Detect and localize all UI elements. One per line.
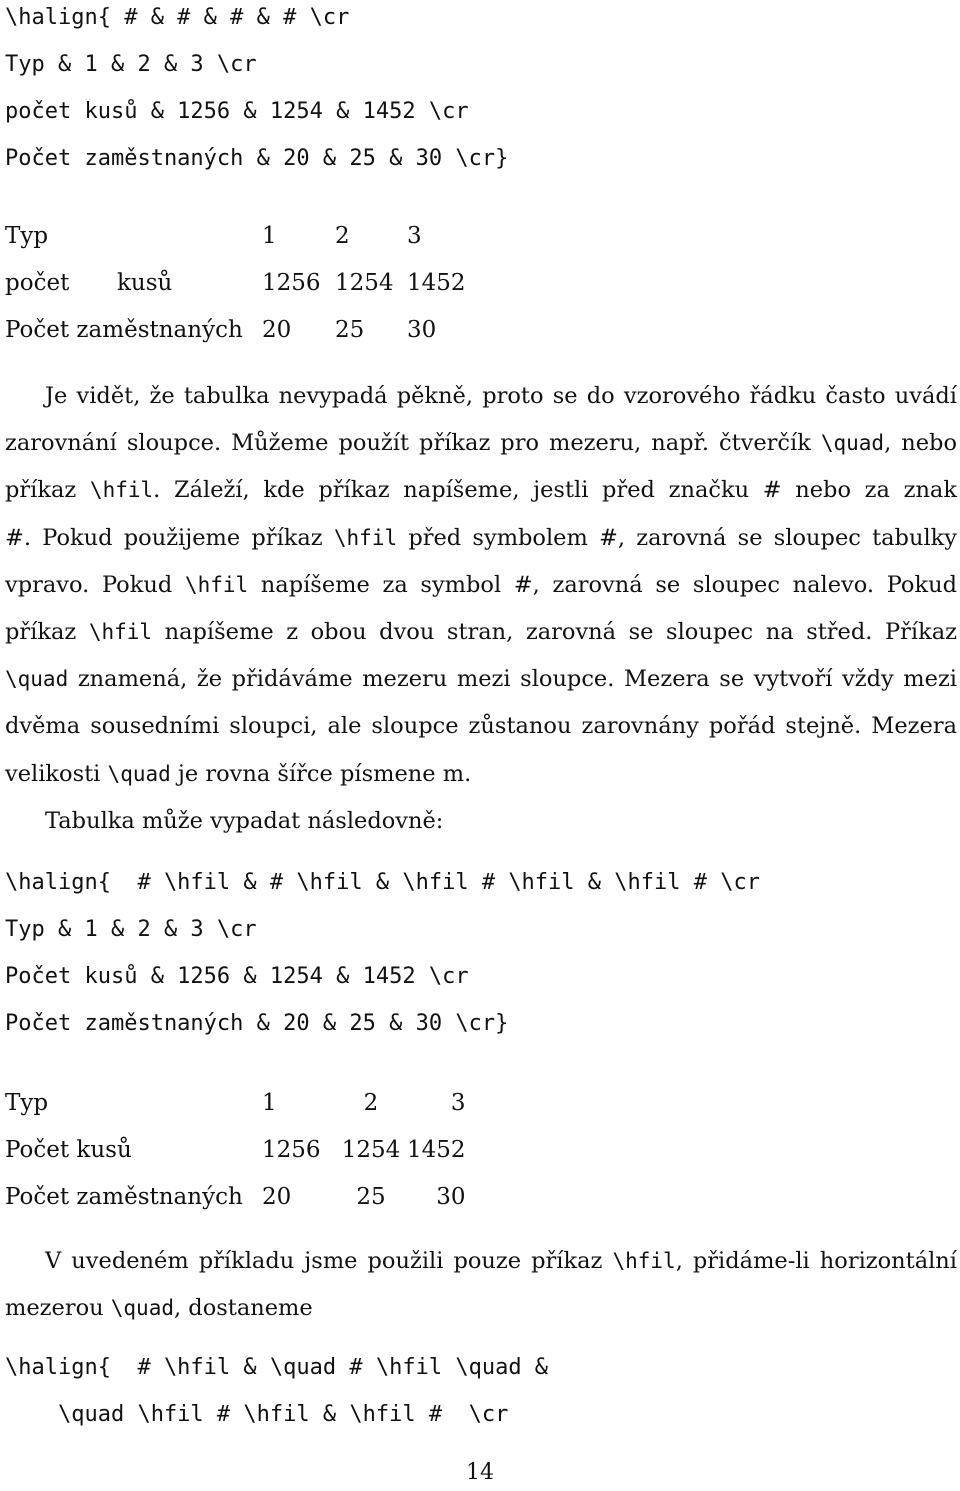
table-cell: počet bbox=[5, 269, 70, 296]
table-cell: 2 bbox=[363, 1089, 379, 1116]
inline-code: \hfil bbox=[333, 525, 398, 550]
table-cell: Počet zaměstnaných bbox=[5, 1183, 243, 1210]
inline-code: \hfil bbox=[184, 572, 249, 597]
code-line: Typ & 1 & 2 & 3 \cr bbox=[5, 52, 257, 77]
table-cell: Počet zaměstnaných bbox=[5, 316, 243, 343]
text-line: Tabulka může vypadat následovně: bbox=[45, 807, 444, 834]
table-unaligned bbox=[5, 212, 466, 353]
table-cell: 3 bbox=[450, 1089, 466, 1116]
code-block-halign-hfil bbox=[5, 859, 760, 1047]
inline-code: \quad bbox=[5, 667, 69, 692]
text-line: vpravo. Pokud \hfil napíšeme za symbol #, zarovná se sloupec nalevo. Pokud bbox=[5, 571, 957, 598]
code-line: Počet kusů & 1256 & 1254 & 1452 \cr bbox=[5, 964, 469, 989]
table-cell: 3 bbox=[407, 222, 422, 249]
code-line: \halign{ # \hfil & # \hfil & \hfil # \hfil & \hfil # \cr bbox=[5, 870, 760, 895]
inline-code: \quad bbox=[110, 1296, 174, 1321]
text-line: Je vidět, že tabulka nevypadá pěkně, proto se do vzorového řádku často uvádí bbox=[45, 383, 957, 409]
table-cell bbox=[117, 212, 262, 259]
code-line: \halign{ # \hfil & \quad # \hfil \quad & bbox=[5, 1355, 549, 1380]
table-row bbox=[5, 306, 466, 353]
code-line: \halign{ # & # & # & # \cr bbox=[5, 5, 350, 30]
text-line: #. Pokud použijeme příkaz \hfil před symbolem #, zarovná se sloupec tabulky bbox=[5, 524, 957, 551]
code-line: počet kusů & 1256 & 1254 & 1452 \cr bbox=[5, 99, 469, 124]
inline-code: \quad bbox=[107, 761, 171, 786]
table-cell: 1254 bbox=[341, 1136, 401, 1163]
code-block-halign-quad bbox=[5, 1344, 548, 1438]
text-line: V uvedeném příkladu jsme použili pouze příkaz \hfil, přidáme-li horizontální bbox=[45, 1248, 957, 1274]
table-row bbox=[5, 1126, 466, 1173]
table-cell: 30 bbox=[436, 1183, 466, 1210]
table-cell: 1452 bbox=[407, 269, 466, 296]
table-cell: 1 bbox=[262, 1089, 277, 1116]
table-cell: Typ bbox=[5, 1089, 49, 1116]
inline-code: \hfil bbox=[612, 1249, 676, 1273]
code-line: Počet zaměstnaných & 20 & 25 & 30 \cr} bbox=[5, 1011, 509, 1036]
table-cell: 30 bbox=[407, 316, 437, 343]
table-cell: 20 bbox=[262, 1183, 292, 1210]
text-line: zarovnání sloupce. Můžeme použít příkaz pro mezeru, např. čtverčík \quad, nebo bbox=[5, 430, 957, 457]
table-cell: 1256 bbox=[262, 269, 321, 296]
inline-code: \quad bbox=[820, 431, 885, 456]
text-line: příkaz \hfil napíšeme z obou dvou stran, zarovná se sloupec na střed. Příkaz bbox=[5, 618, 957, 645]
text-line: velikosti \quad je rovna šířce písmene m. bbox=[5, 760, 472, 787]
page-number: 14 bbox=[466, 1460, 494, 1485]
text-line: dvěma sousedními sloupci, ale sloupce zůstanou zarovnány pořád stejně. Mezera bbox=[5, 713, 957, 740]
table-cell: 1256 bbox=[262, 1136, 321, 1163]
table-row bbox=[5, 259, 466, 306]
table-cell: kusů bbox=[117, 269, 173, 296]
table-row bbox=[5, 1079, 466, 1126]
table-cell: 25 bbox=[356, 1183, 386, 1210]
table-cell: 2 bbox=[335, 222, 350, 249]
inline-code: \hfil bbox=[89, 478, 154, 503]
table-row bbox=[5, 1173, 466, 1220]
text-line: \quad znamená, že přidáváme mezeru mezi sloupce. Mezera se vytvoří vždy mezi bbox=[5, 666, 957, 693]
code-block-halign-basic bbox=[5, 0, 508, 182]
code-line: Typ & 1 & 2 & 3 \cr bbox=[5, 917, 257, 942]
code-line: Počet zaměstnaných & 20 & 25 & 30 \cr} bbox=[5, 146, 509, 171]
code-line: \quad \hfil # \hfil & \hfil # \cr bbox=[5, 1402, 509, 1427]
explanation-paragraph bbox=[5, 373, 957, 845]
inline-code: \hfil bbox=[88, 619, 153, 644]
table-cell: 1452 bbox=[407, 1136, 466, 1163]
summary-paragraph bbox=[5, 1238, 957, 1332]
table-cell: Počet kusů bbox=[5, 1136, 132, 1163]
table-cell: Typ bbox=[5, 222, 49, 249]
table-aligned bbox=[5, 1079, 466, 1220]
table-cell: 25 bbox=[335, 316, 365, 343]
text-line: příkaz \hfil. Záleží, kde příkaz napíšeme, jestli před značku # nebo za znak bbox=[5, 477, 957, 504]
table-cell: 1 bbox=[262, 222, 277, 249]
table-row bbox=[5, 212, 466, 259]
table-cell: 20 bbox=[262, 316, 292, 343]
text-line: mezerou \quad, dostaneme bbox=[5, 1295, 313, 1322]
table-cell: 1254 bbox=[335, 269, 394, 296]
